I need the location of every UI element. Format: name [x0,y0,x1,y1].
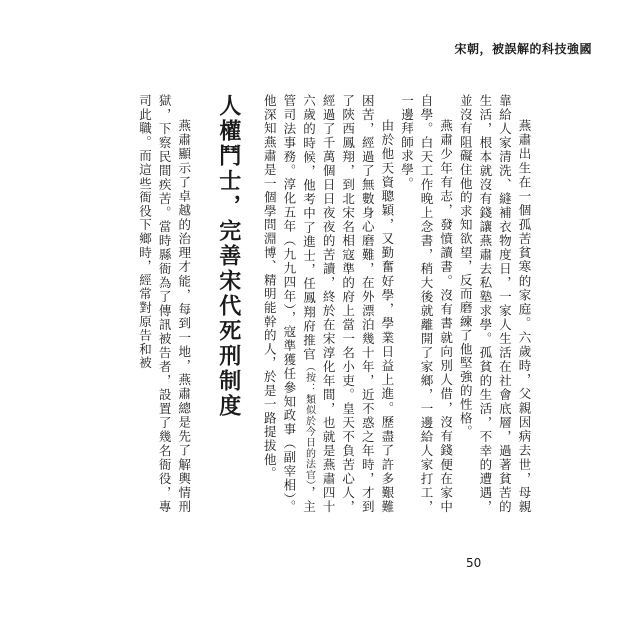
running-header: 宋朝，被誤解的科技強國 [454,42,592,56]
main-text-block [135,94,534,514]
paragraph-3 [260,94,397,514]
paragraph-4: 燕肅顯示了卓越的治理才能，每到一地，燕肅總是先了解輿情刑獄，下察民間疾苦。當時縣衙為了傳訊被告者，設置了幾名衙役，專司此職。而這些衙役下鄉時，經常對原告和被 [137,94,192,514]
paragraph-1: 燕肅出生在一個孤苦貧寒的家庭。六歲時，父親因病去世，母親靠給人家清洗、縫補衣物度日，一家人生活在社會底層，過著貧苦的生活，根本就沒有錢讓燕肅去私塾求學。孤貧的生活，不幸的遭遇，並沒有阻礙住他的求知欲望，反而磨練了他堅強的性格。 [458,94,532,514]
paragraph-2: 燕肅少年有志，發憤讀書。沒有書就向別人借，沒有錢便在家中自學。白天工作晚上念書，稍大後就離開了家鄉，一邊給人家打工，一邊拜師求學。 [399,94,454,514]
section-heading: 人權鬥士，完善宋代死刑制度 [215,94,241,419]
paragraph-3-part-b: ，主管司法事務。淳化五年（九九四年），寇準獲任參知政事（副宰相）。他深知燕肅是一個學問淵博、精明能幹的人，於是一路提拔他。 [262,94,317,514]
page-number: 50 [466,556,482,570]
paragraph-3-note: （按：類似於今日的法官） [303,361,315,487]
paragraph-3-part-a: 由於他天資聰穎，又勤奮好學，學業日益上進。歷盡了許多艱難困苦，經過了無數身心磨難，在外漂泊幾十年，近不惑之年時，才到了陝西鳳翔，到北宋名相寇準的府上當一名小吏。皇天不負苦心人，經過了千萬個日日夜夜的苦讀，終於在宋淳化年間，也就是燕肅四十六歲的時候，他考中了進士，任鳳翔府推官 [301,94,395,514]
